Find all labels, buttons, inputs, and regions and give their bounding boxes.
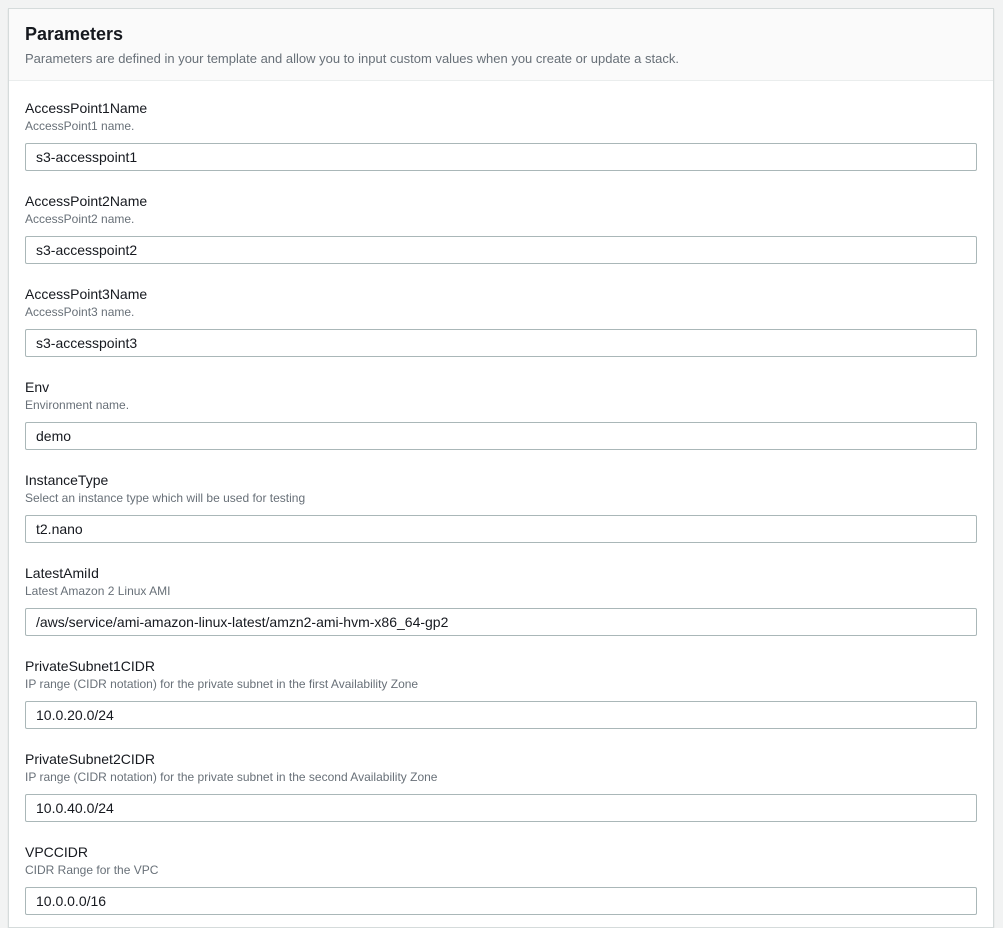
accesspoint1name-input[interactable] xyxy=(25,143,977,171)
parameters-panel-header xyxy=(9,9,993,81)
panel-description: Parameters are defined in your template and allow you to input custom values when you create or update a stack. xyxy=(25,51,679,66)
accesspoint3name-input[interactable] xyxy=(25,329,977,357)
parameter-field-accesspoint2name xyxy=(25,193,977,264)
parameter-description: CIDR Range for the VPC xyxy=(25,863,159,877)
parameter-field-latestamiid xyxy=(25,565,977,636)
parameters-panel xyxy=(8,8,994,928)
parameter-label: VPCCIDR xyxy=(25,844,89,860)
parameter-field-accesspoint1name xyxy=(25,100,977,171)
parameter-description: Select an instance type which will be used for testing xyxy=(25,491,306,505)
parameter-description: AccessPoint2 name. xyxy=(25,212,135,226)
latestamiid-input[interactable] xyxy=(25,608,977,636)
parameter-description: AccessPoint3 name. xyxy=(25,305,135,319)
parameter-label: Env xyxy=(25,379,50,395)
parameter-label: PrivateSubnet1CIDR xyxy=(25,658,155,674)
parameter-label: AccessPoint2Name xyxy=(25,193,148,209)
parameter-description: Latest Amazon 2 Linux AMI xyxy=(25,584,171,598)
parameter-label: PrivateSubnet2CIDR xyxy=(25,751,155,767)
parameter-description: AccessPoint1 name. xyxy=(25,119,135,133)
instancetype-input[interactable] xyxy=(25,515,977,543)
parameter-field-env xyxy=(25,379,977,450)
parameter-field-vpccidr xyxy=(25,844,977,915)
env-input[interactable] xyxy=(25,422,977,450)
parameters-form xyxy=(9,81,993,927)
privatesubnet1cidr-input[interactable] xyxy=(25,701,977,729)
accesspoint2name-input[interactable] xyxy=(25,236,977,264)
panel-title: Parameters xyxy=(25,24,124,44)
parameter-label: AccessPoint3Name xyxy=(25,286,148,302)
parameter-field-privatesubnet2cidr xyxy=(25,751,977,822)
parameter-field-accesspoint3name xyxy=(25,286,977,357)
parameter-description: IP range (CIDR notation) for the private subnet in the second Availability Zone xyxy=(25,770,438,784)
parameter-label: InstanceType xyxy=(25,472,109,488)
parameter-label: LatestAmiId xyxy=(25,565,99,581)
parameter-label: AccessPoint1Name xyxy=(25,100,148,116)
parameter-field-privatesubnet1cidr xyxy=(25,658,977,729)
parameter-field-instancetype xyxy=(25,472,977,543)
parameter-description: IP range (CIDR notation) for the private subnet in the first Availability Zone xyxy=(25,677,419,691)
privatesubnet2cidr-input[interactable] xyxy=(25,794,977,822)
parameter-description: Environment name. xyxy=(25,398,130,412)
